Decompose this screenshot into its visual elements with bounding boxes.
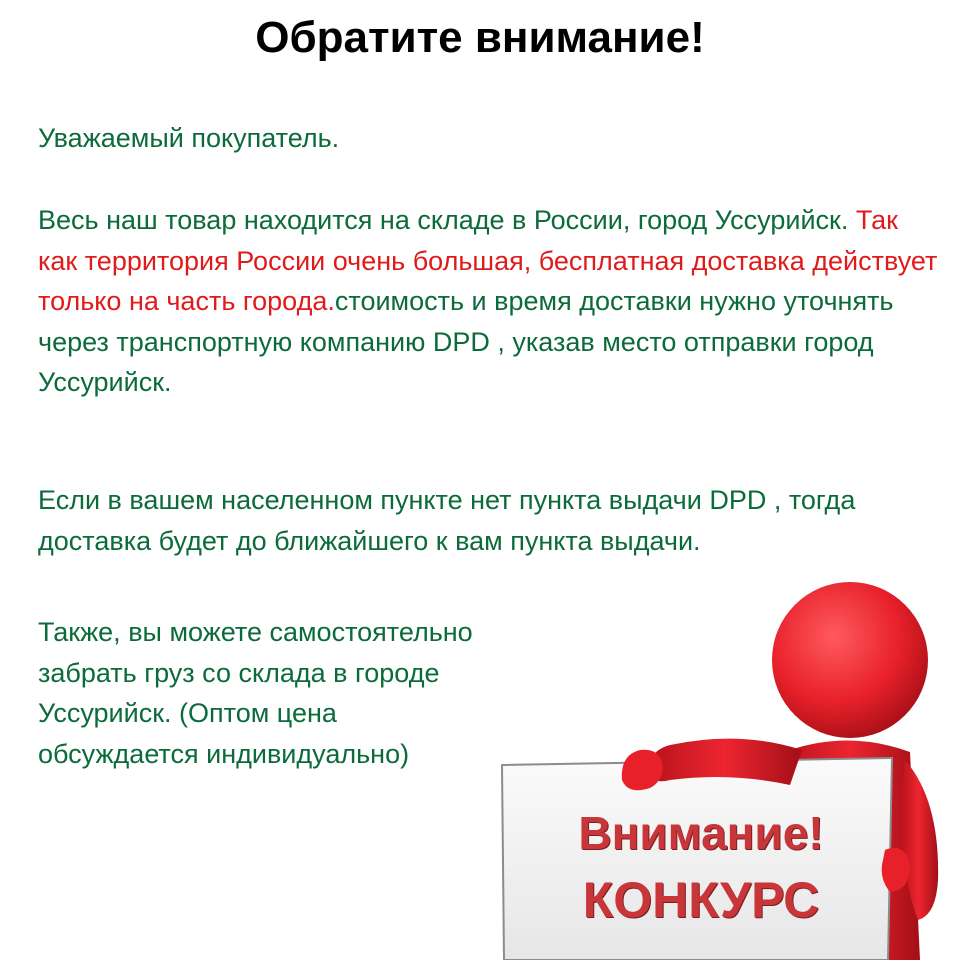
sign-contest-text: КОНКУРС (582, 872, 820, 928)
delivery-info-paragraph (38, 200, 938, 403)
self-pickup-paragraph: Также, вы можете самостоятельно забрать груз со склада в городе Уссурийск. (Оптом цена обсуждается индивидуально) (38, 617, 473, 769)
pickup-point-paragraph: Если в вашем населенном пункте нет пункта выдачи DPD , тогда доставка будет до ближайшего к вам пункта выдачи. (38, 485, 856, 556)
greeting-text: Уважаемый покупатель. (38, 123, 340, 153)
red-man-with-sign-illustration (490, 580, 960, 960)
sign-attention-text: Внимание! (578, 807, 824, 859)
delivery-warning-red: Так как территория России очень большая, бесплатная доставка действует только на часть города. (38, 205, 938, 316)
delivery-info-part3: стоимость и время доставки нужно уточнять через транспортную компанию DPD , указав место отправки город Уссурийск. (38, 286, 894, 397)
page-title: Обратите внимание! (255, 13, 705, 62)
delivery-info-part1: Весь наш товар находится на складе в России, город Уссурийск. (38, 205, 856, 235)
